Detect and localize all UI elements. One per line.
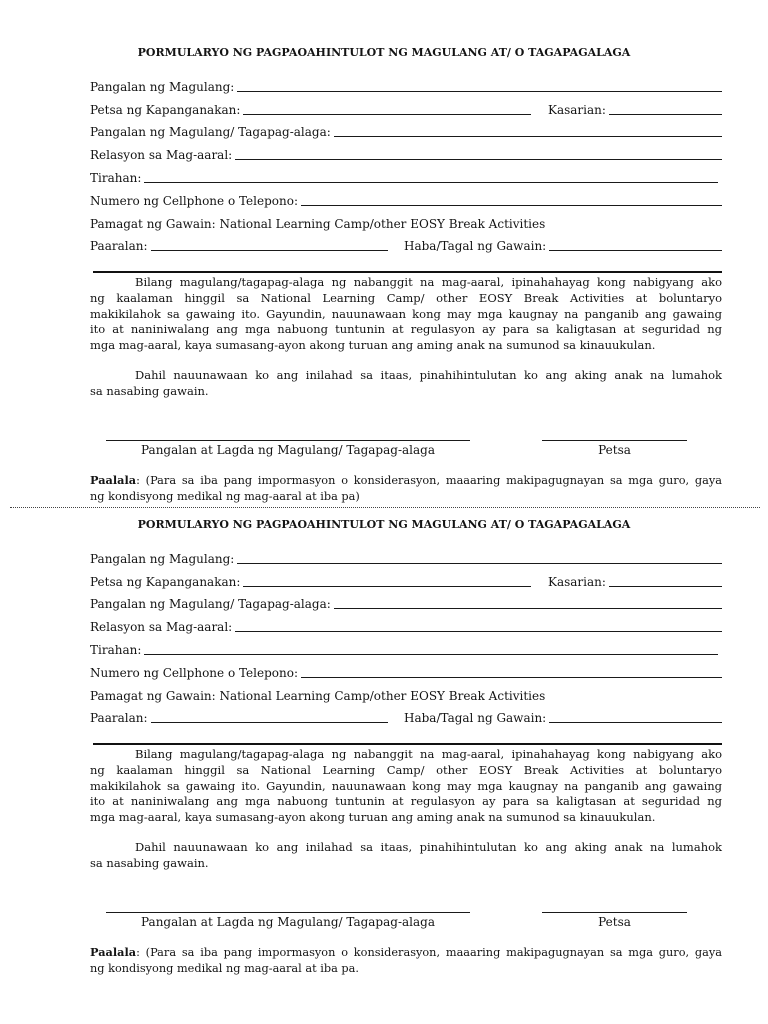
section-divider (93, 271, 722, 273)
note-line (90, 945, 722, 961)
birth-date-label: Petsa ng Kapanganakan: (90, 103, 241, 117)
relationship-blank-line (235, 159, 722, 160)
statement-line: ng kaalaman hinggil sa National Learning Camp/ other EOSY Break Activities at boluntaryo (90, 290, 722, 305)
form-title: PORMULARYO NG PAGPAOAHINTULOT NG MAGULANG AT/ O TAGAPAGALAGA (137, 46, 631, 59)
sex-blank-line (609, 586, 722, 587)
address-blank-line (144, 654, 718, 655)
parent-name-label: Pangalan ng Magulang: (90, 80, 235, 94)
statement-line: ito at naniniwalang ang mga nabuong tuntunin at regulasyon ay para sa kaligtasan at seguridad ng (90, 322, 722, 337)
relationship-field (90, 619, 722, 635)
statement-paragraph (90, 275, 722, 354)
birth-date-label: Petsa ng Kapanganakan: (90, 575, 241, 589)
activity-title-field (90, 216, 722, 232)
consent-line: sa nasabing gawain. (90, 384, 209, 398)
activity-title-label: Pamagat ng Gawain: (90, 689, 216, 703)
consent-paragraph (90, 839, 722, 871)
guardian-name-label: Pangalan ng Magulang/ Tagapag-alaga: (90, 597, 331, 611)
note-text: : (Para sa iba pang impormasyon o konsiderasyon, maaaring makipagugnayan sa mga guro, gaya (136, 474, 722, 487)
sex-field (548, 102, 722, 118)
birth-date-blank-line (243, 586, 531, 587)
duration-blank-line (549, 250, 722, 251)
statement-line: ng kaalaman hinggil sa National Learning Camp/ other EOSY Break Activities at boluntaryo (90, 762, 722, 777)
school-field (90, 710, 388, 726)
date-label: Petsa (598, 915, 631, 929)
duration-field (404, 238, 722, 254)
date-blank-line (542, 440, 687, 441)
statement-line: ito at naniniwalang ang mga nabuong tuntunin at regulasyon ay para sa kaligtasan at seguridad ng (90, 794, 722, 809)
address-label: Tirahan: (90, 643, 142, 657)
guardian-name-blank-line (334, 608, 722, 609)
consent-form-top (0, 40, 768, 506)
consent-line: sa nasabing gawain. (90, 856, 209, 870)
parent-name-label: Pangalan ng Magulang: (90, 552, 235, 566)
consent-line: Dahil nauunawaan ko ang inilahad sa itaas, pinahihintulutan ko ang aking anak na lumahok (135, 368, 722, 382)
relationship-label: Relasyon sa Mag-aaral: (90, 148, 233, 162)
relationship-blank-line (235, 631, 722, 632)
activity-title-field (90, 688, 722, 704)
phone-blank-line (301, 205, 722, 206)
cut-line-separator (10, 507, 760, 508)
phone-label: Numero ng Cellphone o Telepono: (90, 666, 299, 680)
statement-line: mga mag-aaral, kaya sumasang-ayon akong turuan ang aming anak na sumunod sa kinauukulan. (90, 810, 656, 824)
statement-line: makikilahok sa gawaing ito. Gayundin, nauunawaan kong may mga kaugnay na panganib ang gawaing (90, 778, 722, 793)
signature-blank-line (106, 912, 470, 913)
school-field (90, 238, 388, 254)
note-label: Paalala (90, 473, 137, 487)
school-label: Paaralan: (90, 239, 148, 253)
sex-label: Kasarian: (548, 575, 606, 589)
address-label: Tirahan: (90, 171, 142, 185)
sex-field (548, 574, 722, 590)
phone-field (90, 665, 722, 681)
birth-date-field (90, 102, 531, 118)
consent-form-bottom (0, 512, 768, 978)
parent-name-field (90, 79, 722, 95)
relationship-label: Relasyon sa Mag-aaral: (90, 620, 233, 634)
sex-label: Kasarian: (548, 103, 606, 117)
statement-line: makikilahok sa gawaing ito. Gayundin, nauunawaan kong may mga kaugnay na panganib ang gawaing (90, 306, 722, 321)
statement-line: mga mag-aaral, kaya sumasang-ayon akong turuan ang aming anak na sumunod sa kinauukulan. (90, 338, 656, 352)
statement-line: Bilang magulang/tagapag-alaga ng nabanggit na mag-aaral, ipinahahayag kong nabigyang ako (135, 747, 722, 761)
note-line: ng kondisyong medikal ng mag-aaral at iba pa) (90, 489, 360, 503)
parent-name-field (90, 551, 722, 567)
phone-blank-line (301, 677, 722, 678)
parent-name-blank-line (237, 91, 722, 92)
section-divider (93, 743, 722, 745)
school-label: Paaralan: (90, 711, 148, 725)
sex-blank-line (609, 114, 722, 115)
date-label: Petsa (598, 443, 631, 457)
date-blank-line (542, 912, 687, 913)
statement-line: Bilang magulang/tagapag-alaga ng nabanggit na mag-aaral, ipinahahayag kong nabigyang ako (135, 275, 722, 289)
address-field (90, 170, 718, 186)
relationship-field (90, 147, 722, 163)
activity-title-value: National Learning Camp/other EOSY Break Activities (219, 689, 546, 703)
statement-paragraph (90, 747, 722, 826)
activity-title-label: Pamagat ng Gawain: (90, 217, 216, 231)
duration-label: Haba/Tagal ng Gawain: (404, 239, 547, 253)
guardian-name-blank-line (334, 136, 722, 137)
guardian-name-field (90, 124, 722, 140)
signature-label: Pangalan at Lagda ng Magulang/ Tagapag-alaga (141, 915, 435, 929)
birth-date-blank-line (243, 114, 531, 115)
phone-field (90, 193, 722, 209)
form-title: PORMULARYO NG PAGPAOAHINTULOT NG MAGULANG AT/ O TAGAPAGALAGA (137, 518, 631, 531)
note-line: ng kondisyong medikal ng mag-aaral at iba pa. (90, 961, 359, 975)
phone-label: Numero ng Cellphone o Telepono: (90, 194, 299, 208)
note-paragraph (90, 473, 722, 504)
address-field (90, 642, 718, 658)
note-text: : (Para sa iba pang impormasyon o konsiderasyon, maaaring makipagugnayan sa mga guro, gaya (136, 946, 722, 959)
duration-label: Haba/Tagal ng Gawain: (404, 711, 547, 725)
duration-field (404, 710, 722, 726)
signature-label: Pangalan at Lagda ng Magulang/ Tagapag-alaga (141, 443, 435, 457)
birth-date-field (90, 574, 531, 590)
consent-line: Dahil nauunawaan ko ang inilahad sa itaas, pinahihintulutan ko ang aking anak na lumahok (135, 840, 722, 854)
school-blank-line (151, 722, 389, 723)
parent-name-blank-line (237, 563, 722, 564)
address-blank-line (144, 182, 718, 183)
consent-paragraph (90, 367, 722, 399)
note-label: Paalala (90, 945, 137, 959)
guardian-name-label: Pangalan ng Magulang/ Tagapag-alaga: (90, 125, 331, 139)
note-line (90, 473, 722, 489)
guardian-name-field (90, 596, 722, 612)
duration-blank-line (549, 722, 722, 723)
note-paragraph (90, 945, 722, 976)
school-blank-line (151, 250, 389, 251)
activity-title-value: National Learning Camp/other EOSY Break Activities (219, 217, 546, 231)
signature-blank-line (106, 440, 470, 441)
